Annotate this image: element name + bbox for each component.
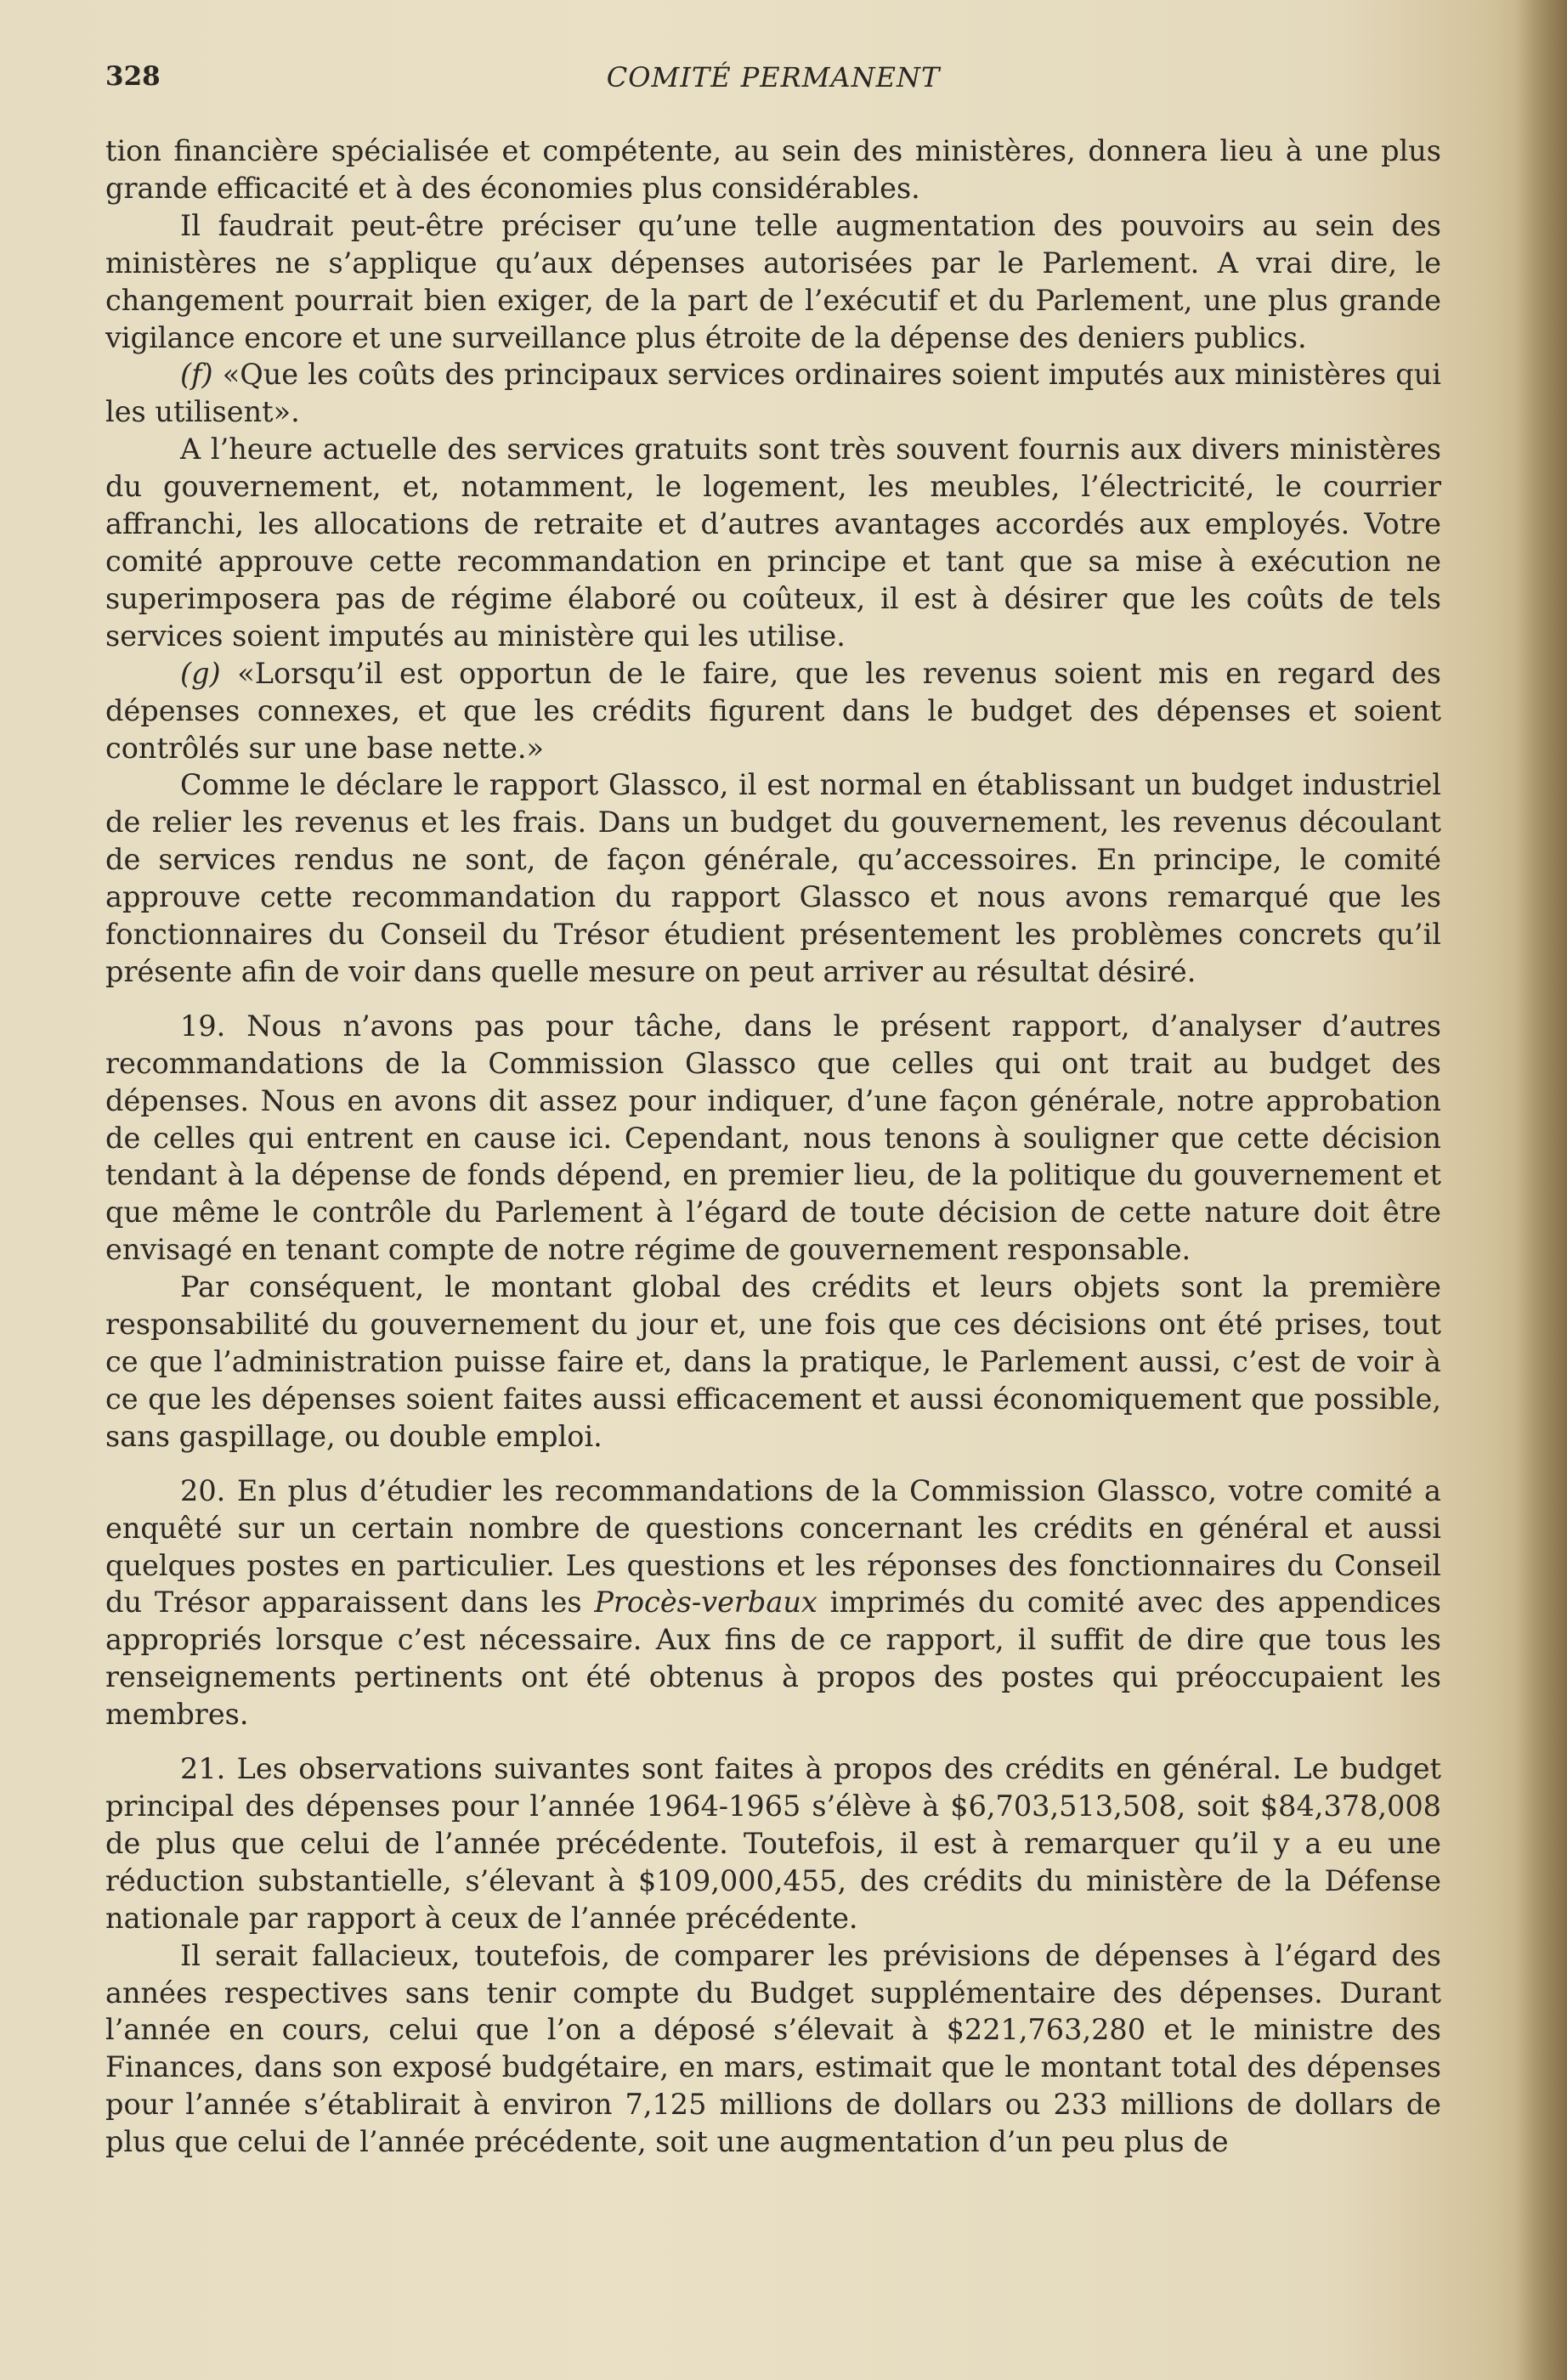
page-number: 328: [105, 61, 161, 92]
paragraph-21: 21. Les observations suivantes sont faites à propos des crédits en général. Le budget principal des dépenses pour l’année 1964-1965 s’élève à $6,703,513,508, soit $84,378,008 de plus que celui de l’année précédente. Toutefois, il est à remarquer qu’il y a eu une réduction substantielle, s’élevant à $109,000,455, des crédits du ministère de la Défense nationale par rapport à ceux de l’année précédente.: [105, 1752, 1441, 1935]
text-segment: 20. En plus d’étudier les recommandations de la Commission Glassco, votre comité a enquêté sur un certain nombre de questions concernant les crédits en général et aussi quelques postes en particulier. Les questions et les réponses des fonctionnaires du Conseil du Trésor apparaissent dans les: [105, 1473, 1441, 1620]
paragraph: Il serait fallacieux, toutefois, de comparer les prévisions de dépenses à l’égard des années respectives sans tenir compte du Budget supplémentaire des dépenses. Durant l’année en cours, celui que l’on a déposé s’élevait à $221,763,280 et le ministre des Finances, dans son exposé budgétaire, en mars, estimait que le montant total des dépenses pour l’année s’établirait à environ 7,125 millions de dollars ou 233 millions de dollars de plus que celui de l’année précédente, soit une augmentation d’un peu plus de: [105, 1938, 1441, 2159]
page-header: [105, 61, 1441, 104]
item-label: (f): [180, 358, 213, 392]
paragraph: Comme le déclare le rapport Glassco, il est normal en établissant un budget industriel de relier les revenus et les frais. Dans un budget du gouvernement, les revenus découlant de services rendus ne sont, de façon générale, qu’accessoires. En principe, le comité approuve cette recommandation du rapport Glassco et nous avons remarqué que les fonctionnaires du Conseil du Trésor étudient présentement les problèmes concrets qu’il présente afin de voir dans quelle mesure on peut arriver au résultat désiré.: [105, 768, 1441, 988]
paragraph: A l’heure actuelle des services gratuits sont très souvent fournis aux divers ministères du gouvernement, et, notamment, le logement, les meubles, l’électricité, le courrier affranchi, les allocations de retraite et d’autres avantages accordés aux employés. Votre comité approuve cette recommandation en principe et tant que sa mise à exécution ne superimposera pas de régime élaboré ou coûteux, il est à désirer que les coûts de tels services soient imputés au ministère qui les utilise.: [105, 432, 1441, 653]
paragraph: Par conséquent, le montant global des crédits et leurs objets sont la première responsabilité du gouvernement du jour et, une fois que ces décisions ont été prises, tout ce que l’administration puisse faire et, dans la pratique, le Parlement aussi, c’est de voir à ce que les dépenses soient faites aussi efficacement et aussi économiquement que possible, sans gaspillage, ou double emploi.: [105, 1270, 1441, 1453]
text-segment: imprimés du comité avec des appendices appropriés lorsque c’est nécessaire. Aux fins de ce rapport, il suffit de dire que tous les renseignements pertinents ont été obtenus à propos des postes qui préoccupaient les membres.: [105, 1586, 1441, 1732]
recommendation-g: [105, 655, 1441, 767]
paragraph: Il faudrait peut-être préciser qu’une telle augmentation des pouvoirs au sein des ministères ne s’applique qu’aux dépenses autorisées par le Parlement. A vrai dire, le changement pourrait bien exiger, de la part de l’exécutif et du Parlement, une plus grande vigilance encore et une surveillance plus étroite de la dépense des deniers publics.: [105, 208, 1441, 354]
recommendation-f: [105, 356, 1441, 431]
paragraph-20: [105, 1473, 1441, 1733]
recommendation-text: «Lorsqu’il est opportun de le faire, que les revenus soient mis en regard des dépenses connexes, et que les crédits figurent dans le budget des dépenses et soient contrôlés sur une base nette.»: [105, 656, 1441, 765]
italic-title: Procès-verbaux: [594, 1586, 817, 1620]
book-spine-shadow: [1516, 0, 1567, 2380]
item-label: (g): [180, 656, 221, 690]
recommendation-text: «Que les coûts des principaux services ordinaires soient imputés aux ministères qui les utilisent».: [105, 358, 1441, 429]
paragraph-continuation: tion financière spécialisée et compétente, au sein des ministères, donnera lieu à une plus grande efficacité et à des économies plus considérables.: [105, 134, 1441, 205]
running-head: COMITÉ PERMANENT: [606, 61, 941, 93]
body-text: [105, 133, 1441, 2161]
paragraph-19: 19. Nous n’avons pas pour tâche, dans le présent rapport, d’analyser d’autres recommandations de la Commission Glassco que celles qui ont trait au budget des dépenses. Nous en avons dit assez pour indiquer, d’une façon générale, notre approbation de celles qui entrent en cause ici. Cependant, nous tenons à souligner que cette décision tendant à la dépense de fonds dépend, en premier lieu, de la politique du gouvernement et que même le contrôle du Parlement à l’égard de toute décision de cette nature doit être envisagé en tenant compte de notre régime de gouvernement responsable.: [105, 1009, 1441, 1267]
